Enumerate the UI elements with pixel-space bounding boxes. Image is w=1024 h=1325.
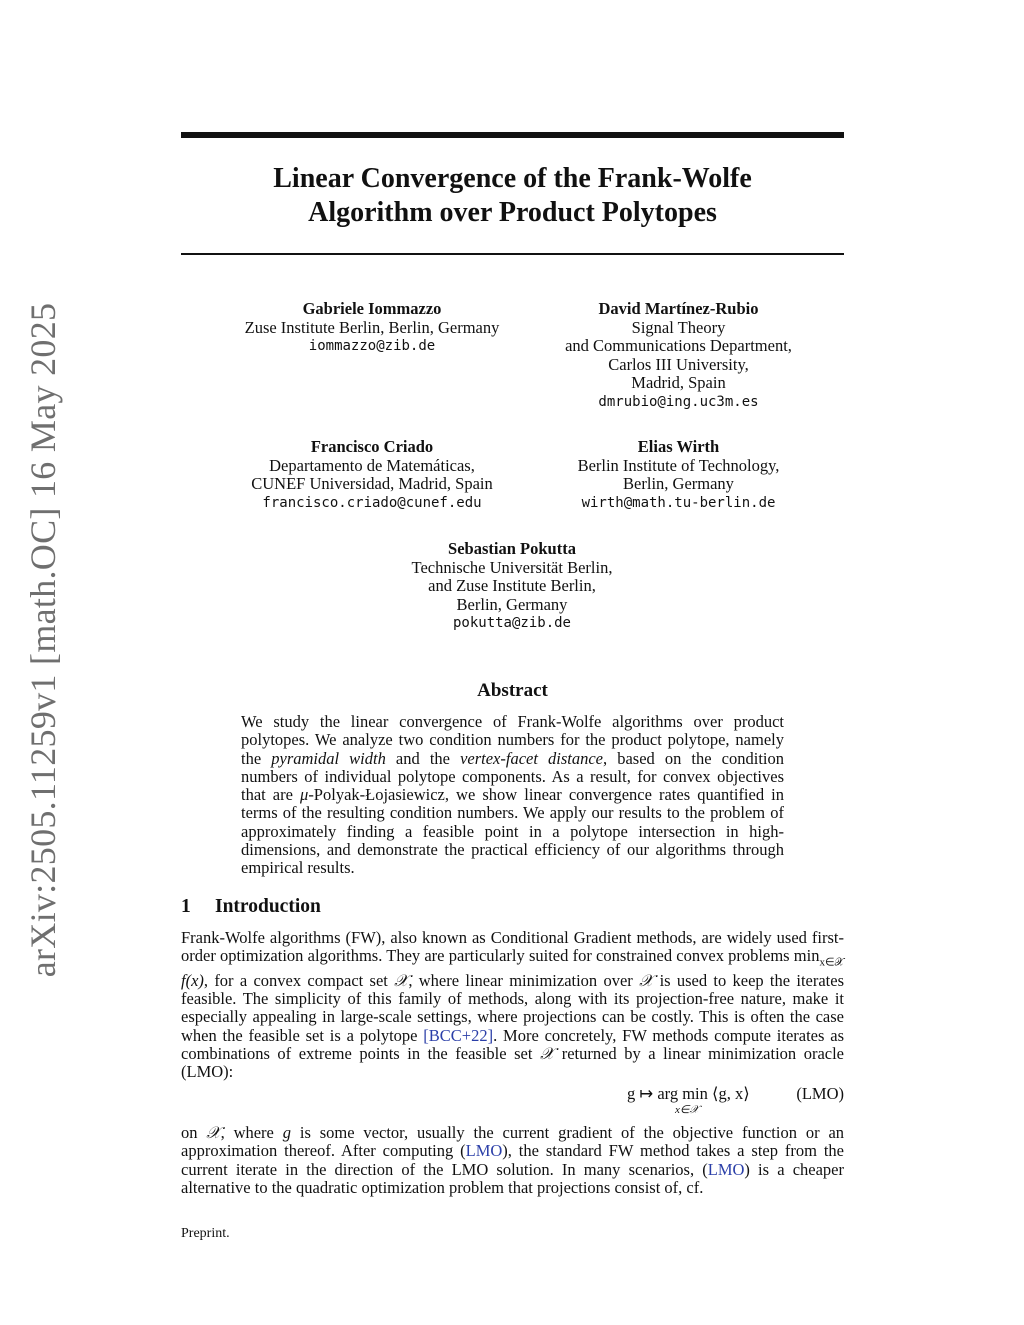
author-block <box>181 300 563 356</box>
math-symbol: μ <box>300 785 309 805</box>
title-top-rule <box>181 132 844 138</box>
abstract-text: We study the linear convergence of Frank-Wolfe algorithms over product polytopes. We analyze two condition numbers for the product polytope, namely the <box>241 712 784 768</box>
author-name: David Martínez-Rubio <box>598 299 759 318</box>
abstract-body <box>241 713 784 878</box>
arxiv-side-stamp: arXiv:2505.11259v1 [math.OC] 16 May 2025 <box>23 302 63 978</box>
author-name: Gabriele Iommazzo <box>302 299 442 318</box>
abstract-text: , based on the condition numbers of individual polytope components. As a result, for convex objectives that are <box>241 748 784 805</box>
author-affiliation: Departamento de Matemáticas, <box>269 455 475 475</box>
paragraph-text: is used to keep the iterates feasible. The simplicity of this family of methods, along with its projection-free nature, make it especially appealing in large-scale settings, where projections can be costly. This is often the case when the feasible set is a polytope <box>181 970 844 1045</box>
equation-subscript: x∈𝒳 <box>675 1104 699 1116</box>
abstract-heading: Abstract <box>477 680 548 701</box>
intro-paragraph-1 <box>181 929 844 1082</box>
math-symbol: 𝒳 <box>394 970 409 990</box>
title-line-1: Linear Convergence of the Frank-Wolfe <box>273 163 752 194</box>
author-email[interactable]: francisco.criado@cunef.edu <box>262 494 482 511</box>
paper-title <box>181 162 844 230</box>
math-symbol: 𝒳 <box>639 970 654 990</box>
author-affiliation: Berlin, Germany <box>456 594 568 614</box>
paragraph-text: ) is a cheaper alternative to the quadratic optimization problem that projections consist of, cf. <box>181 1159 844 1197</box>
author-affiliation: Zuse Institute Berlin, Berlin, Germany <box>244 317 500 337</box>
paragraph-text: Frank-Wolfe algorithms (FW), also known as Conditional Gradient methods, are widely used first-order optimization algorithms. They are particularly suited for constrained convex problems min <box>181 928 844 966</box>
equation-reference-link[interactable]: LMO <box>465 1141 503 1161</box>
math-subscript: x∈𝒳 <box>819 956 844 969</box>
author-name: Francisco Criado <box>310 437 434 456</box>
math-symbol: g <box>282 1123 291 1142</box>
title-bottom-rule <box>181 253 844 255</box>
abstract-emphasis: pyramidal width <box>271 748 386 768</box>
author-block <box>513 300 844 411</box>
math-symbol: 𝒳 <box>206 1123 221 1142</box>
author-affiliation: Technische Universität Berlin, <box>411 557 613 577</box>
author-block <box>331 540 693 633</box>
paragraph-text: is some vector, usually the current gradient of the objective function or an approximation thereof. After computing ( <box>181 1123 845 1161</box>
title-line-2: Algorithm over Product Polytopes <box>308 197 717 228</box>
section-number: 1 <box>181 896 191 917</box>
author-affiliation: Berlin, Germany <box>623 474 734 493</box>
author-block <box>513 438 844 512</box>
equation-body: g ↦ arg min ⟨g, x⟩ <box>627 1084 750 1103</box>
section-heading <box>181 896 321 918</box>
paragraph-text: , for a convex compact set <box>203 970 395 990</box>
author-affiliation: Signal Theory <box>631 317 726 337</box>
author-email[interactable]: dmrubio@ing.uc3m.es <box>598 393 759 410</box>
author-email[interactable]: wirth@math.tu-berlin.de <box>581 494 776 511</box>
author-affiliation: CUNEF Universidad, Madrid, Spain <box>251 474 493 493</box>
preprint-footer: Preprint. <box>181 1226 230 1241</box>
author-affiliation: Carlos III University, <box>608 354 749 374</box>
math-symbol: 𝒳 <box>539 1044 555 1064</box>
author-email[interactable]: pokutta@zib.de <box>452 615 571 631</box>
paragraph-text: , where <box>220 1123 283 1142</box>
abstract-text: and the <box>385 748 461 768</box>
math-expression: f(x) <box>181 970 204 990</box>
equation-label: (LMO) <box>796 1084 844 1103</box>
author-affiliation: Berlin Institute of Technology, <box>577 455 780 475</box>
author-name: Elias Wirth <box>637 437 720 456</box>
section-title: Introduction <box>215 896 321 917</box>
paragraph-text: . More concretely, FW methods compute iterates as combinations of extreme points in the feasible set <box>181 1025 844 1064</box>
paragraph-text: returned by a linear minimization oracle (LMO): <box>181 1044 845 1082</box>
author-name: Sebastian Pokutta <box>448 539 576 558</box>
author-affiliation: and Communications Department, <box>565 336 792 355</box>
citation-link[interactable]: [BCC+22] <box>423 1025 494 1045</box>
abstract-emphasis: vertex-facet distance <box>460 748 603 768</box>
paragraph-text: ), the standard FW method takes a step from the current iterate in the direction of the LMO solution. In many scenarios, ( <box>181 1141 844 1179</box>
paragraph-text: on <box>181 1123 207 1142</box>
intro-paragraph-2 <box>181 1124 844 1197</box>
lmo-equation <box>181 1084 844 1118</box>
author-email[interactable]: iommazzo@zib.de <box>308 338 436 354</box>
paragraph-text: , where linear minimization over <box>408 970 640 990</box>
equation-reference-link[interactable]: LMO <box>707 1159 745 1179</box>
author-affiliation: Madrid, Spain <box>631 373 726 392</box>
abstract-text: -Polyak-Łojasiewicz, we show linear convergence rates quantified in terms of the resulting condition numbers. We apply our results to the problem of approximately finding a feasible point in a polytope intersection in high-dimensions, and demonstrate the practical efficiency of our algorithms through empirical results. <box>241 785 784 878</box>
author-affiliation: and Zuse Institute Berlin, <box>428 576 596 595</box>
author-block <box>181 438 563 512</box>
